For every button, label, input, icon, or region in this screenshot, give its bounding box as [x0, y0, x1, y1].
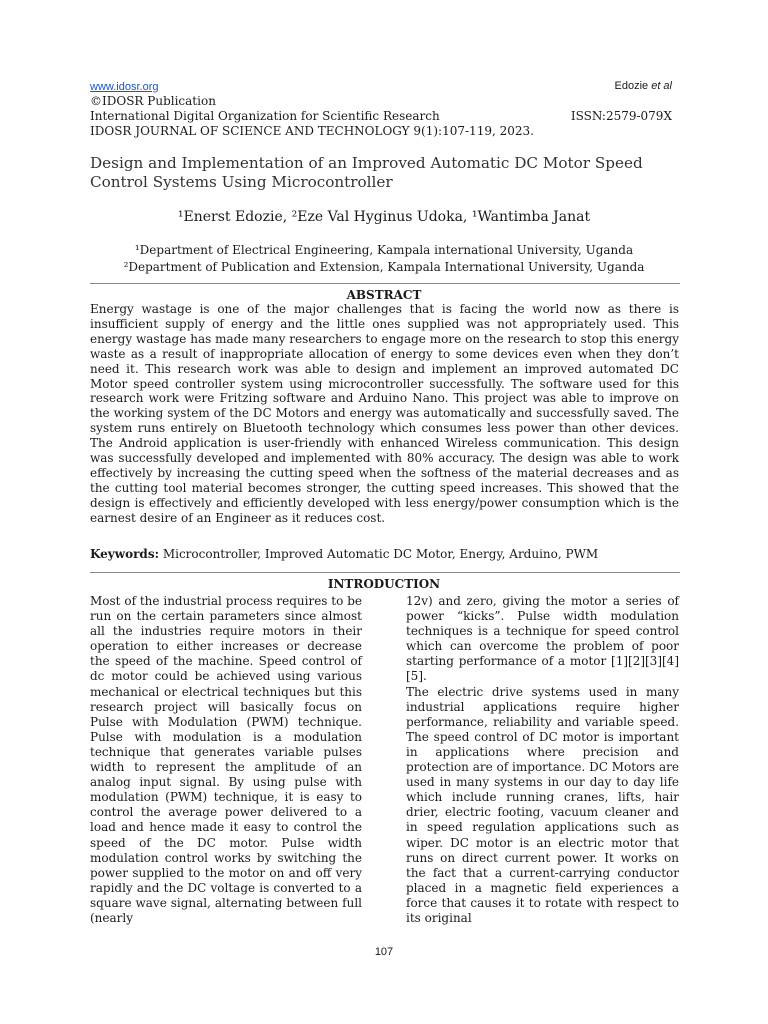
affiliation-2: ²Department of Publication and Extension, Kampala International University, Uganda — [123, 260, 645, 274]
organization-name: International Digital Organization for Scientific Research — [90, 109, 440, 123]
author-etal: et al — [651, 80, 672, 92]
keywords-label: Keywords: — [90, 547, 160, 561]
publisher-line: ©IDOSR Publication — [90, 94, 216, 108]
author-short: Edozie — [614, 80, 649, 92]
keywords-list: Microcontroller, Improved Automatic DC Motor, Energy, Arduino, PWM — [159, 547, 599, 561]
introduction-right-column — [406, 594, 679, 926]
affiliation-1: ¹Department of Electrical Engineering, Kampala international University, Uganda — [134, 243, 634, 257]
section-divider-top — [90, 283, 680, 284]
keywords-line — [90, 547, 680, 562]
abstract-text: Energy wastage is one of the major challenges that is facing the world now as there is insufficient supply of energy and the little ones supplied was not appropriately used. This energy wastage has made many researchers to engage more on the research to stop this energy waste as a result of inappropriate allocation of energy to some devices even when they don’t need it. This research work was able to design and implement an improved automated DC Motor speed controller system using microcontroller successfully. The software used for this research work were Fritzing software and Arduino Nano. This project was able to improve on the working system of the DC Motors and energy was automatically and successfully saved. The system runs entirely on Bluetooth technology which consumes less power than other devices. The Android application is user-friendly with enhanced Wireless communication. This design was successfully developed and implemented with 80% accuracy. The design was able to work effectively by increasing the cutting speed when the softness of the material decreases and as the cutting tool material becomes stronger, the cutting speed increases. This showed that the design is effectively and efficiently developed with less energy/power consumption which is the earnest desire of an Engineer as it reduces cost. — [90, 302, 679, 525]
introduction-heading: INTRODUCTION — [327, 577, 441, 591]
section-divider-bottom — [90, 572, 680, 573]
intro-paragraph-2: The electric drive systems used in many industrial applications require higher performance, reliability and variable speed. The speed control of DC motor is important in applications where precision and protection are of importance. DC Motors are used in many systems in our day to day life which include running cranes, lifts, hair drier, electric footing, vacuum cleaner and in speed regulation applications such as wiper. DC motor is an electric motor that runs on direct current power. It works on the fact that a current-carrying conductor placed in a magnetic field experiences a force that causes it to rotate with respect to its original — [406, 684, 679, 925]
journal-website-link[interactable]: www.idosr.org — [90, 81, 159, 93]
abstract-heading: ABSTRACT — [346, 288, 422, 302]
intro-paragraph-1: Most of the industrial process requires to be run on the certain parameters since almost all the industries require motors in their operation to either increases or decrease the speed of the machine. Speed control of dc motor could be achieved using various mechanical or electrical techniques but this research project will basically focus on Pulse with Modulation (PWM) technique. Pulse with modulation is a modulation technique that generates variable pulses width to represent the amplitude of an analog input signal. By using pulse with modulation (PWM) technique, it is easy to control the average power delivered to a load and hence made it easy to control the speed of the DC motor. Pulse width modulation control works by switching the power supplied to the motor on and off very rapidly and the DC voltage is converted to a square wave signal, alternating between full (nearly — [90, 594, 362, 925]
intro-paragraph-continued: 12v) and zero, giving the motor a series of power “kicks”. Pulse width modulation techniques is a technique for speed control which can overcome the problem of poor starting performance of a motor [1][2][3][4][5]. — [406, 594, 679, 684]
journal-citation: IDOSR JOURNAL OF SCIENCE AND TECHNOLOGY 9(1):107-119, 2023. — [90, 124, 534, 138]
running-header-author — [615, 80, 673, 92]
paper-title: Design and Implementation of an Improved Automatic DC Motor Speed Control Systems Using Microcontroller — [90, 154, 643, 191]
introduction-left-column — [90, 594, 362, 926]
issn: ISSN:2579-079X — [570, 109, 672, 123]
author-list: ¹Enerst Edozie, ²Eze Val Hyginus Udoka, ¹Wantimba Janat — [177, 209, 591, 225]
organization-line — [90, 109, 672, 124]
page-number: 107 — [374, 946, 394, 958]
